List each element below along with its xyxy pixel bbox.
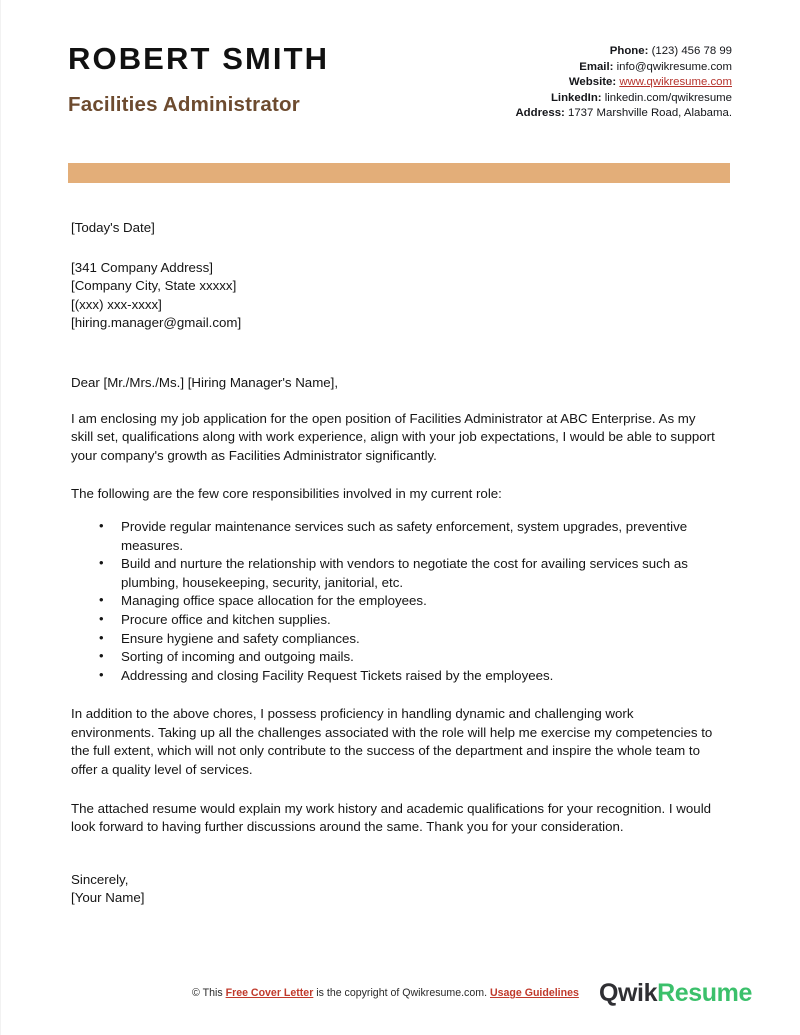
footer-copyright-line	[192, 987, 579, 999]
responsibilities-list	[71, 518, 719, 685]
contact-row-linkedin	[515, 91, 732, 107]
identity-block	[68, 40, 329, 117]
qwikresume-logo[interactable]	[599, 979, 752, 1008]
contact-row-address	[515, 106, 732, 122]
page-footer	[0, 979, 800, 1017]
list-item: • Procure office and kitchen supplies.	[121, 611, 719, 630]
signature-block	[71, 871, 719, 908]
list-item: • Addressing and closing Facility Request Tickets raised by the employees.	[121, 667, 719, 686]
footer-middle-text: is the copyright of Qwikresume.com.	[316, 987, 488, 999]
contact-row-phone	[515, 44, 732, 60]
responsibilities-lead-in: The following are the few core responsibilities involved in my current role:	[71, 486, 502, 502]
list-item: • Build and nurture the relationship with vendors to negotiate the cost for availing services such as plumbing, housekeeping, security, janitorial, etc.	[121, 555, 719, 592]
applicant-job-title: Facilities Administrator	[68, 93, 300, 117]
recipient-address-block	[71, 259, 719, 333]
list-item: • Sorting of incoming and outgoing mails.	[121, 648, 719, 667]
contact-row-website	[515, 75, 732, 91]
logo-text-qwik: Qwik	[598, 979, 658, 1007]
contact-label-website: Website:	[568, 76, 617, 89]
contact-value-linkedin: linkedin.com/qwikresume	[604, 91, 732, 104]
recipient-line-city: [Company City, State xxxxx]	[71, 278, 237, 294]
footer-prefix-text: This	[202, 987, 223, 999]
contact-row-email	[515, 60, 732, 76]
contact-label-address: Address:	[515, 107, 565, 120]
contact-details	[515, 40, 732, 122]
contact-label-email: Email:	[579, 60, 614, 73]
contact-label-phone: Phone:	[609, 45, 649, 57]
list-item: • Ensure hygiene and safety compliances.	[121, 630, 719, 649]
list-item: • Provide regular maintenance services such as safety enforcement, system upgrades, preventive measures.	[121, 518, 719, 555]
copyright-symbol: ©	[192, 987, 200, 999]
letter-date: [Today's Date]	[71, 220, 155, 235]
contact-value-address: 1737 Marshville Road, Alabama.	[568, 107, 732, 120]
intro-paragraph: I am enclosing my job application for the open position of Facilities Administrator at ABC Enterprise. As my skill set, qualifications along with work experience, align with your job expectations, I would be able to support your company's growth as Facilities Administrator significantly.	[71, 410, 715, 463]
contact-value-website-link[interactable]: www.qwikresume.com	[619, 76, 732, 89]
recipient-line-email: [hiring.manager@gmail.com]	[71, 315, 242, 331]
contact-value-email: info@qwikresume.com	[616, 60, 732, 73]
contact-value-phone: (123) 456 78 99	[651, 45, 732, 57]
header-divider-bar	[68, 163, 730, 183]
contact-label-linkedin: LinkedIn:	[550, 91, 602, 104]
free-cover-letter-link[interactable]: Free Cover Letter	[225, 987, 314, 999]
logo-text-resume: Resume	[657, 979, 752, 1007]
list-item: • Managing office space allocation for the employees.	[121, 592, 719, 611]
usage-guidelines-link[interactable]: Usage Guidelines	[489, 987, 579, 999]
signature-name: [Your Name]	[71, 890, 145, 906]
salutation: Dear [Mr./Mrs./Ms.] [Hiring Manager's Name],	[71, 374, 339, 390]
letter-body	[71, 219, 719, 908]
applicant-name: ROBERT SMITH	[68, 41, 330, 76]
recipient-line-phone: [(xxx) xxx-xxxx]	[71, 296, 162, 312]
sign-off-text: Sincerely,	[71, 871, 129, 887]
letter-header	[68, 40, 732, 122]
closing-paragraph-1: In addition to the above chores, I possess proficiency in handling dynamic and challenging work environments. Taking up all the challenges associated with the role will help me exercise my competencies to the full extent, which will not only contribute to the success of the department and inspire the whole team to offer a quality level of services.	[71, 706, 713, 778]
closing-paragraph-2: The attached resume would explain my work history and academic qualifications for your recognition. I would look forward to having further discussions around the same. Thank you for your consideration.	[71, 800, 712, 835]
recipient-line-street: [341 Company Address]	[71, 259, 213, 275]
